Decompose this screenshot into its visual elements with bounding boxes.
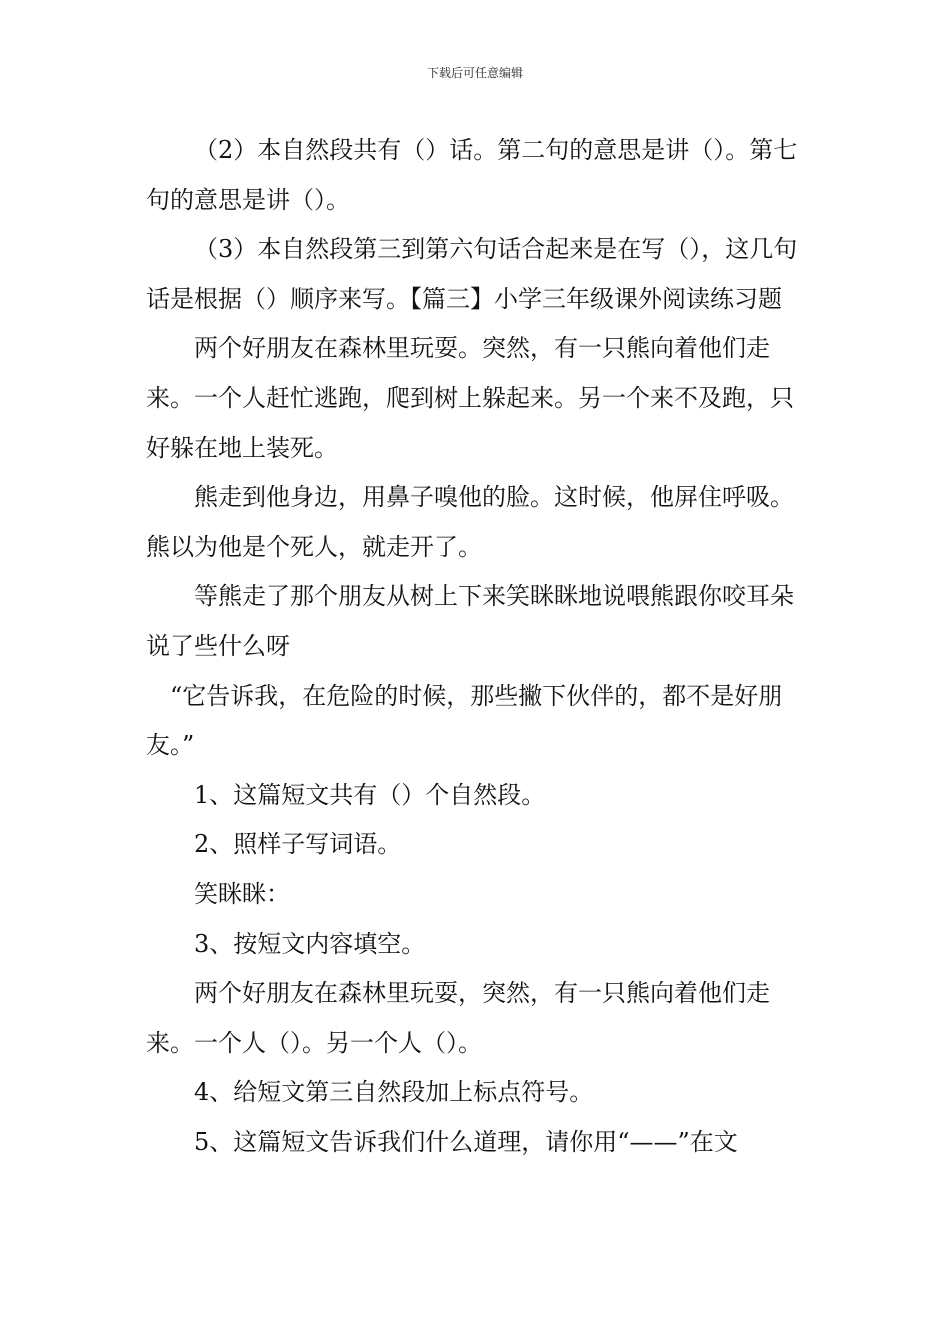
question-3-fill: 两个好朋友在森林里玩耍，突然，有一只熊向着他们走来。一个人（）。另一个人（）。 [146,979,770,1057]
question-5: 5、这篇短文告诉我们什么道理，请你用“——”在文 [194,1127,738,1156]
question-2: 2、照样子写词语。 [194,830,402,859]
page-header: 下载后可任意编辑 [426,66,523,80]
paragraph: 熊走到他身边，用鼻子嗅他的脸。这时候，他屏住呼吸。熊以为他是个死人，就走开了。 [146,483,794,561]
paragraph: 等熊走了那个朋友从树上下来笑眯眯地说喂熊跟你咬耳朵说了些什么呀 [146,582,794,660]
question-3: 3、按短文内容填空。 [194,929,426,958]
question-2-example: 笑眯眯： [194,879,290,908]
question-1: 1、这篇短文共有（）个自然段。 [194,780,546,809]
document-body [146,126,808,1167]
paragraph: 两个好朋友在森林里玩耍。突然，有一只熊向着他们走来。一个人赶忙逃跑，爬到树上躲起来。另一个来不及跑，只好躲在地上装死。 [146,334,794,462]
paragraph: （2）本自然段共有（）话。第二句的意思是讲（）。第七句的意思是讲（）。 [146,136,798,214]
paragraph: （3）本自然段第三到第六句话合起来是在写（），这几句话是根据（）顺序来写。【篇三】小学三年级课外阅读练习题 [146,235,798,313]
quote-paragraph: “它告诉我，在危险的时候，那些撇下伙伴的，都不是好朋友。” [146,681,783,760]
question-4: 4、给短文第三自然段加上标点符号。 [194,1078,594,1107]
